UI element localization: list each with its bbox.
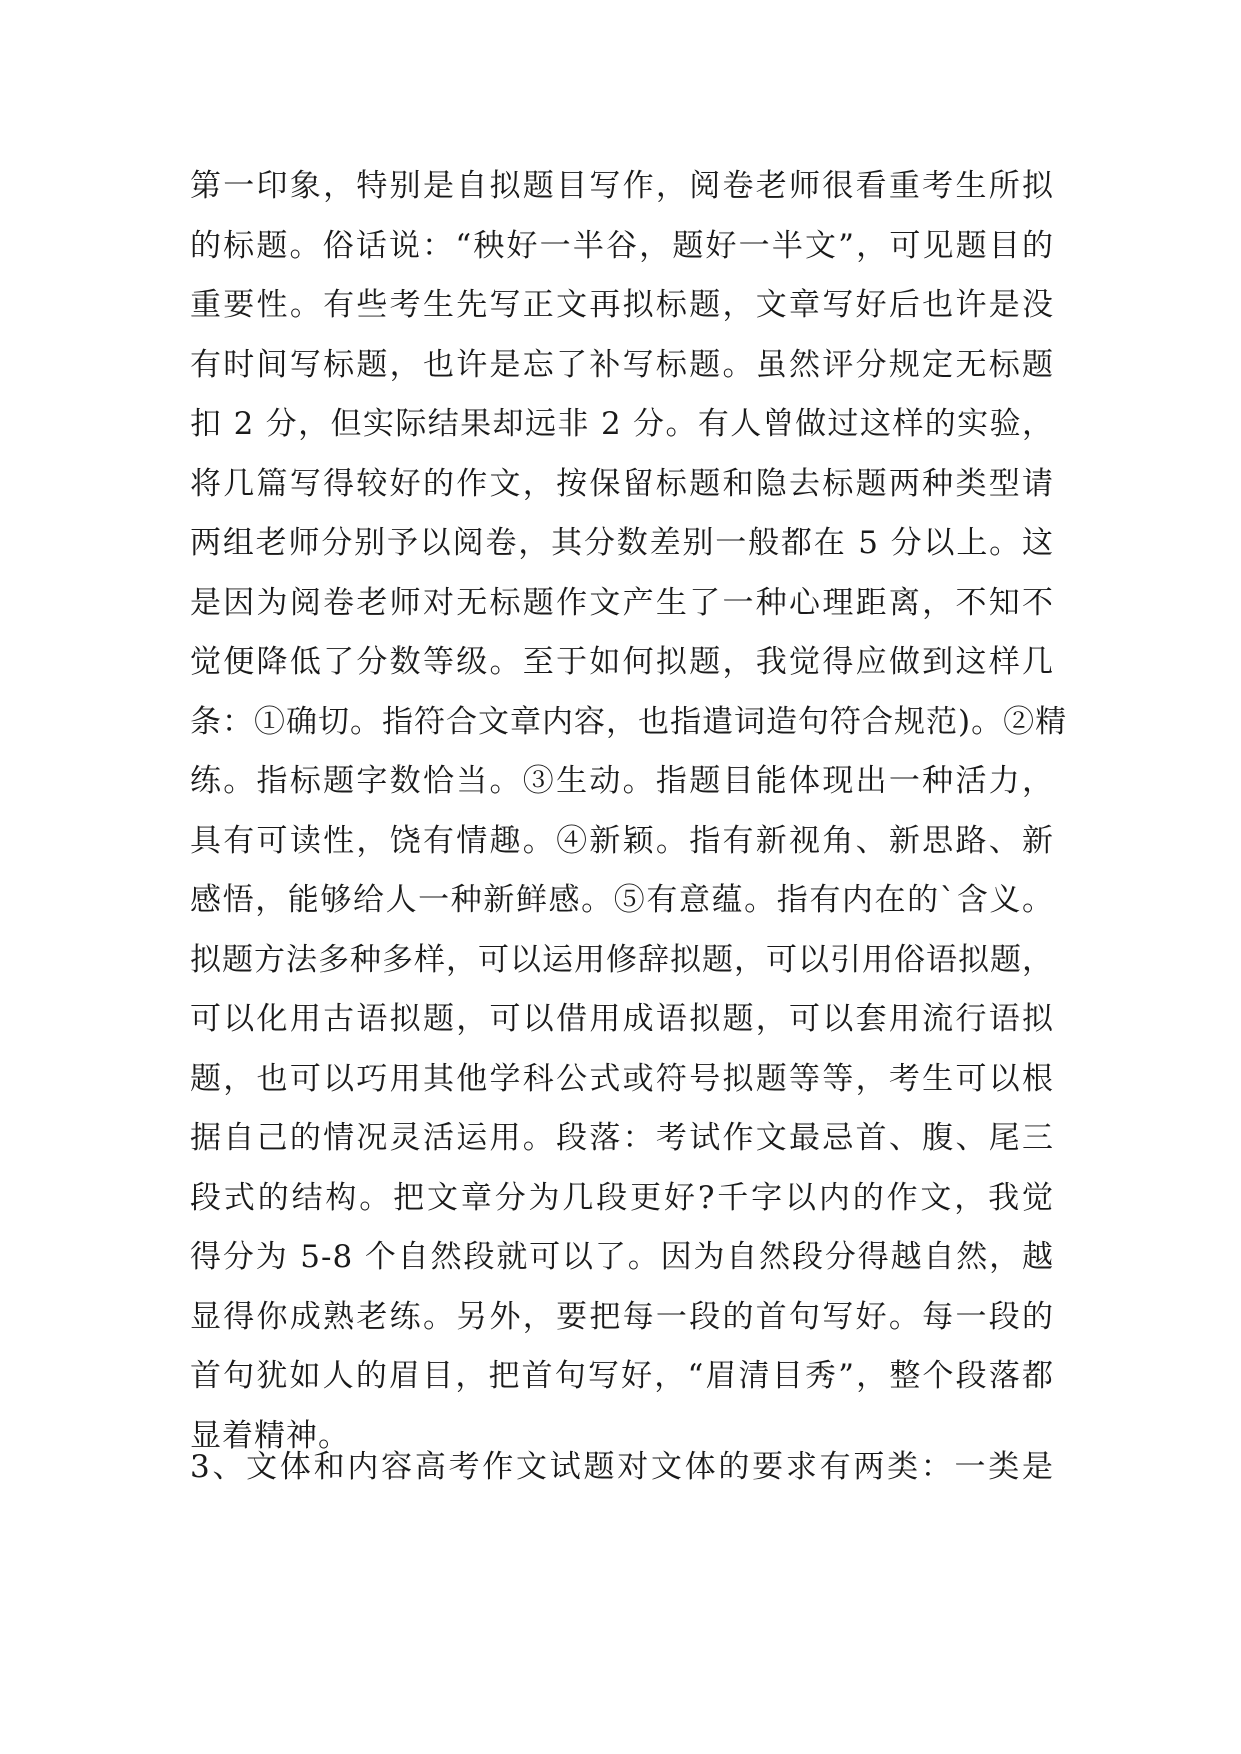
text-line: 显得你成熟老练。另外，要把每一段的首句写好。每一段的: [190, 1298, 1054, 1335]
text-line: 首句犹如人的眉目，把首句写好，“眉清目秀”，整个段落都: [190, 1358, 1054, 1394]
text-line: 的标题。俗话说：“秧好一半谷，题好一半文”，可见题目的: [190, 227, 1054, 264]
text-line: 显着精神。: [190, 1417, 350, 1454]
text-line: 题，也可以巧用其他学科公式或符号拟题等等，考生可以根: [190, 1060, 1054, 1097]
text-line: 感悟，能够给人一种新鲜感。⑤有意蕴。指有内在的`含义。: [190, 882, 1054, 918]
text-line: 两组老师分别予以阅卷，其分数差别一般都在 5 分以上。这: [190, 525, 1054, 561]
text-line: 段式的结构。把文章分为几段更好?千字以内的作文，我觉: [190, 1179, 1054, 1216]
text-line: 将几篇写得较好的作文，按保留标题和隐去标题两种类型请: [190, 465, 1054, 502]
text-line: 拟题方法多种多样，可以运用修辞拟题，可以引用俗语拟题，: [190, 941, 1054, 978]
text-line: 练。指标题字数恰当。③生动。指题目能体现出一种活力，: [190, 763, 1054, 799]
body-paragraph-title-advice: [190, 157, 1068, 1466]
text-line: 觉便降低了分数等级。至于如何拟题，我觉得应做到这样几: [190, 644, 1054, 680]
text-line: 重要性。有些考生先写正文再拟标题，文章写好后也许是没: [190, 287, 1054, 323]
text-line: 条：①确切。指符合文章内容，也指遣词造句符合规范)。②精: [190, 703, 1068, 740]
text-line: 3、文体和内容高考作文试题对文体的要求有两类：一类是: [190, 1449, 1054, 1485]
text-line: 有时间写标题，也许是忘了补写标题。虽然评分规定无标题: [190, 346, 1054, 383]
text-line: 可以化用古语拟题，可以借用成语拟题，可以套用流行语拟: [190, 1001, 1054, 1037]
text-line: 据自己的情况灵活运用。段落：考试作文最忌首、腹、尾三: [190, 1120, 1054, 1156]
body-paragraph-section-3: [190, 1438, 1054, 1498]
text-line: 是因为阅卷老师对无标题作文产生了一种心理距离，不知不: [190, 584, 1054, 621]
text-line: 第一印象，特别是自拟题目写作，阅卷老师很看重考生所拟: [190, 168, 1054, 204]
text-line: 得分为 5-8 个自然段就可以了。因为自然段分得越自然，越: [190, 1239, 1054, 1275]
text-line: 扣 2 分，但实际结果却远非 2 分。有人曾做过这样的实验，: [190, 406, 1054, 442]
text-line: 具有可读性，饶有情趣。④新颖。指有新视角、新思路、新: [190, 822, 1054, 859]
